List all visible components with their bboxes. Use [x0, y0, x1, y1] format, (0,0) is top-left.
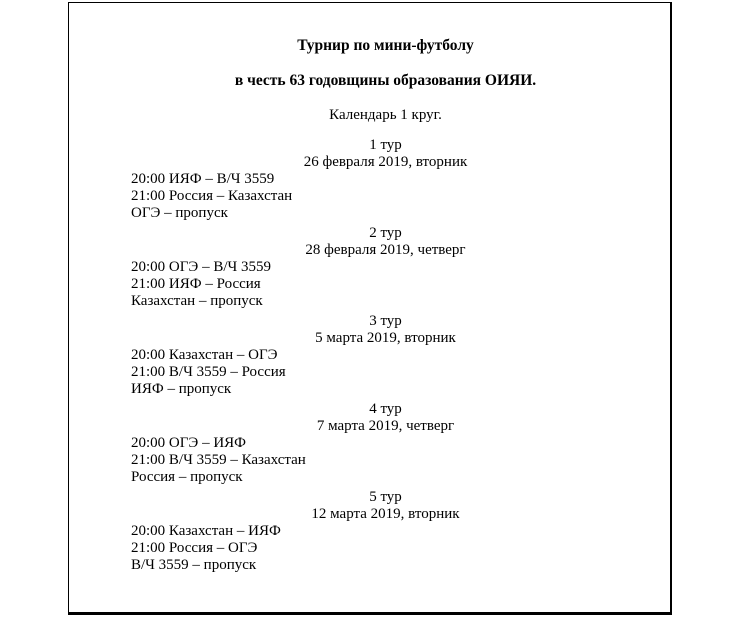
tour-5-bye: В/Ч 3559 – пропуск [131, 557, 257, 574]
tour-1-date: 26 февраля 2019, вторник [303, 153, 468, 170]
tour-2-bye: Казахстан – пропуск [131, 293, 263, 310]
tour-block-1 [131, 137, 640, 223]
tour-block-2 [131, 225, 640, 311]
tour-2-name: 2 тур [369, 224, 402, 241]
tour-block-3 [131, 313, 640, 399]
tour-4-date: 7 марта 2019, четверг [316, 417, 455, 434]
doc-title-line1: Турнир по мини-футболу [297, 37, 474, 54]
tour-1-name: 1 тур [369, 136, 402, 153]
tour-5-match-1: 20:00 Казахстан – ИЯФ [131, 523, 281, 540]
tour-3-match-2: 21:00 В/Ч 3559 – Россия [131, 364, 286, 381]
tour-3-date: 5 марта 2019, вторник [315, 329, 456, 346]
tour-2-match-1: 20:00 ОГЭ – В/Ч 3559 [131, 259, 271, 276]
tour-2-date: 28 февраля 2019, четверг [305, 241, 466, 258]
tour-4-match-2: 21:00 В/Ч 3559 – Казахстан [131, 452, 306, 469]
tour-2-match-2: 21:00 ИЯФ – Россия [131, 276, 261, 293]
tour-1-bye: ОГЭ – пропуск [131, 205, 228, 222]
tour-4-bye: Россия – пропуск [131, 469, 243, 486]
tour-1-match-1: 20:00 ИЯФ – В/Ч 3559 [131, 171, 275, 188]
tour-5-date: 12 марта 2019, вторник [311, 505, 460, 522]
doc-subtitle: Календарь 1 круг. [329, 107, 442, 124]
tour-3-bye: ИЯФ – пропуск [131, 381, 232, 398]
document-page [68, 2, 672, 615]
tour-5-name: 5 тур [369, 488, 402, 505]
doc-title-line2: в честь 63 годовщины образования ОИЯИ. [234, 72, 537, 90]
tour-block-5 [131, 489, 640, 575]
tour-3-name: 3 тур [369, 312, 402, 329]
tour-3-match-1: 20:00 Казахстан – ОГЭ [131, 347, 278, 364]
tour-block-4 [131, 401, 640, 487]
tour-4-name: 4 тур [369, 400, 402, 417]
tour-5-match-2: 21:00 Россия – ОГЭ [131, 540, 258, 557]
tour-1-match-2: 21:00 Россия – Казахстан [131, 188, 293, 205]
tour-4-match-1: 20:00 ОГЭ – ИЯФ [131, 435, 247, 452]
